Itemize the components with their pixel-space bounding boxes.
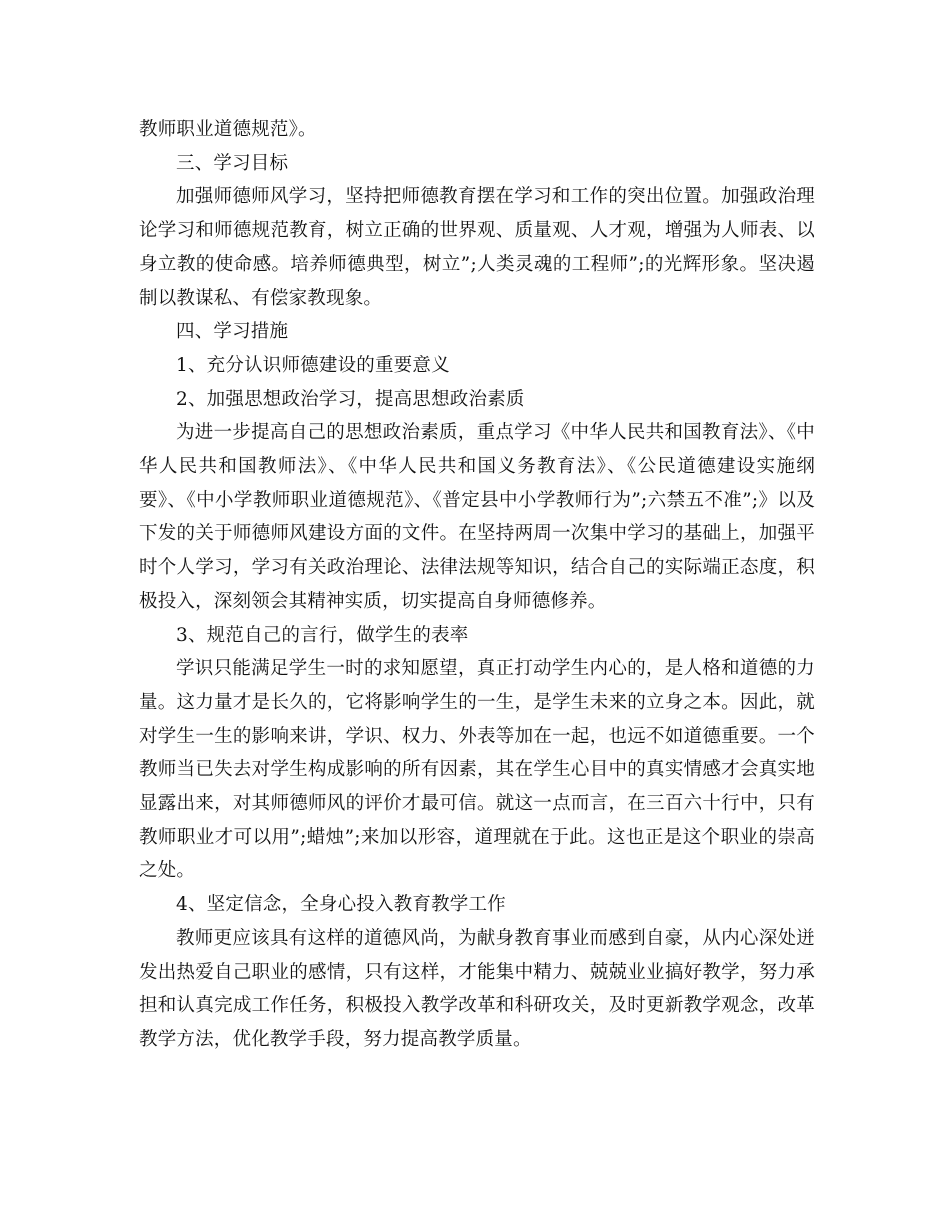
paragraph-measure-2: 为进一步提高自己的思想政治素质，重点学习《中华人民共和国教育法》、《中华人民共和国教师法》、《中华人民共和国义务教育法》、《公民道德建设实施纲要》、《中小学教师职业道德规范》、《普定县中小学教师行为”;六禁五不准”;》以及下发的关于师德师风建设方面的文件。在坚持两周一次集中学习的基础上，加强平时个人学习，学习有关政治理论、法律法规等知识，结合自己的实际端正态度，积极投入，深刻领会其精神实质，切实提高自身师德修养。 <box>139 422 815 612</box>
subheading-measure-4: 4、坚定信念，全身心投入教育教学工作 <box>176 894 506 916</box>
paragraph-measure-4: 教师更应该具有这样的道德风尚，为献身教育事业而感到自豪，从内心深处迸发出热爱自己职业的感情，只有这样，才能集中精力、兢兢业业搞好教学，努力承担和认真完成工作任务，积极投入教学改革和科研攻关，及时更新教学观念，改革教学方法，优化教学手段，努力提高教学质量。 <box>139 927 815 1050</box>
paragraph-continuation: 教师职业道德规范》。 <box>139 119 317 140</box>
paragraph-measure-3: 学识只能满足学生一时的求知愿望，真正打动学生内心的，是人格和道德的力量。这力量才是长久的，它将影响学生的一生，是学生未来的立身之本。因此，就对学生一生的影响来讲，学识、权力、外表等加在一起，也远不如道德重要。一个教师当已失去对学生构成影响的所有因素，其在学生心目中的真实情感才会真实地显露出来，对其师德师风的评价才最可信。就这一点而言，在三百六十行中，只有教师职业才可以用”;蜡烛”;来加以形容，道理就在于此。这也正是这个职业的崇高之处。 <box>139 658 815 882</box>
section-heading-learning-measures: 四、学习措施 <box>176 321 289 343</box>
document-body <box>139 113 815 1057</box>
paragraph-learning-goals: 加强师德师风学习，坚持把师德教育摆在学习和工作的突出位置。加强政治理论学习和师德规范教育，树立正确的世界观、质量观、人才观，增强为人师表、以身立教的使命感。培养师德典型，树立”;人类灵魂的工程师”;的光辉形象。坚决遏制以教谋私、有偿家教现象。 <box>139 186 815 309</box>
section-heading-learning-goals: 三、学习目标 <box>176 152 289 174</box>
subheading-measure-1: 1、充分认识师德建设的重要意义 <box>176 354 450 376</box>
subheading-measure-2: 2、加强思想政治学习，提高思想政治素质 <box>176 388 525 410</box>
subheading-measure-3: 3、规范自己的言行，做学生的表率 <box>176 624 469 646</box>
